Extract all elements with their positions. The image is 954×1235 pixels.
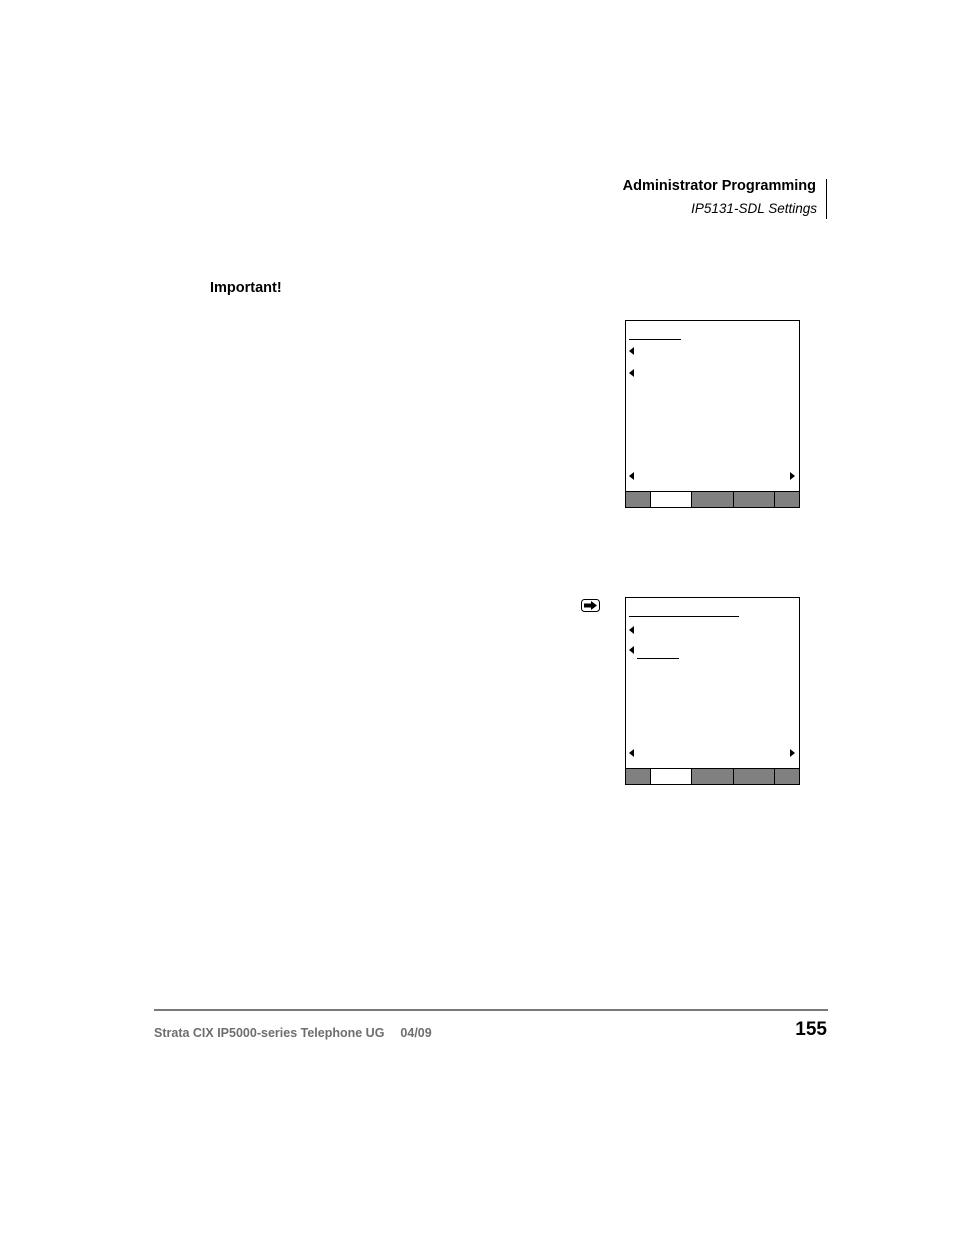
lcd-title-underline — [629, 339, 681, 340]
softkey-1[interactable] — [626, 769, 651, 784]
triangle-left-icon — [629, 749, 634, 757]
softkey-2[interactable] — [651, 492, 692, 507]
pointing-arrow-icon — [581, 599, 600, 612]
triangle-left-icon — [629, 472, 634, 480]
lcd-field-underline — [637, 658, 679, 659]
softkey-bar — [626, 768, 799, 784]
section-subtitle: IP5131-SDL Settings — [691, 201, 817, 216]
important-label: Important! — [210, 280, 282, 296]
softkey-5[interactable] — [775, 769, 799, 784]
footer-date: 04/09 — [400, 1026, 432, 1040]
footer-doc-title: Strata CIX IP5000-series Telephone UG — [154, 1026, 385, 1040]
softkey-5[interactable] — [775, 492, 799, 507]
softkey-3[interactable] — [692, 769, 734, 784]
softkey-2[interactable] — [651, 769, 692, 784]
footer-rule — [154, 1009, 828, 1011]
triangle-left-icon — [629, 347, 634, 355]
softkey-bar — [626, 491, 799, 507]
page-number: 155 — [795, 1019, 827, 1040]
triangle-left-icon — [629, 646, 634, 654]
header-vertical-rule — [826, 179, 827, 219]
section-title: Administrator Programming — [622, 178, 816, 194]
triangle-right-icon — [790, 749, 795, 757]
softkey-3[interactable] — [692, 492, 734, 507]
softkey-4[interactable] — [734, 492, 775, 507]
lcd-title-underline — [629, 616, 739, 617]
footer-doc-info — [154, 1026, 432, 1040]
phone-lcd-screen-1 — [625, 320, 800, 508]
triangle-left-icon — [629, 369, 634, 377]
softkey-4[interactable] — [734, 769, 775, 784]
softkey-1[interactable] — [626, 492, 651, 507]
phone-lcd-screen-2 — [625, 597, 800, 785]
triangle-left-icon — [629, 626, 634, 634]
triangle-right-icon — [790, 472, 795, 480]
